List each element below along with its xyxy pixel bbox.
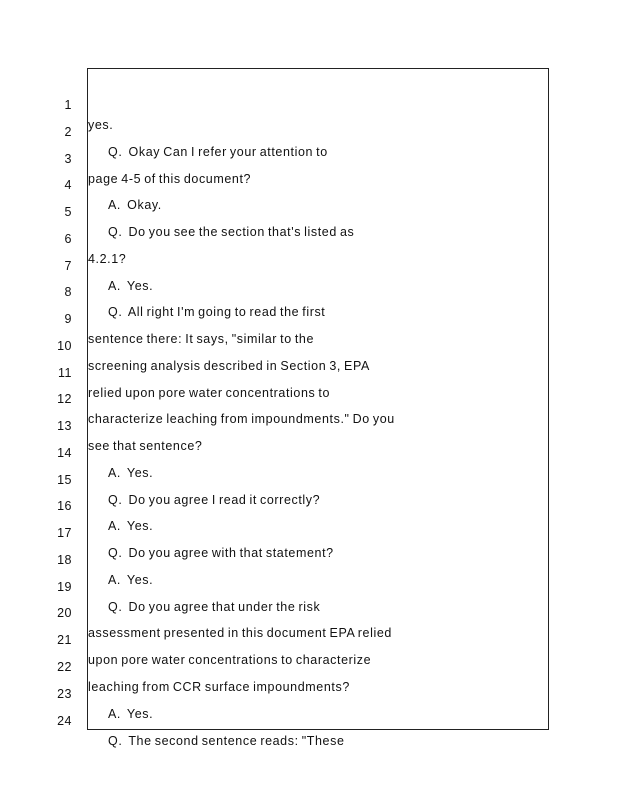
line-text: A. Yes. [108,466,154,480]
line-text: Q. Okay Can I refer your attention to [108,145,328,159]
line-number: 18 [57,553,72,567]
line-text: leaching from CCR surface impoundments? [88,680,350,694]
line-text: A. Okay. [108,198,162,212]
line-number: 10 [57,339,72,353]
line-text: Q. Do you see the section that's listed as [108,225,355,239]
line-number: 1 [64,98,72,112]
line-number: 12 [57,392,72,406]
line-number: 5 [64,205,72,219]
line-number: 20 [57,606,72,620]
line-text: A. Yes. [108,279,154,293]
line-text: A. Yes. [108,519,154,533]
line-number: 16 [57,499,72,513]
line-number: 23 [57,687,72,701]
line-text: assessment presented in this document EPA relied [88,626,392,640]
line-number: 21 [57,633,72,647]
line-text: page 4-5 of this document? [88,172,252,186]
line-number: 6 [64,232,72,246]
line-text: Q. Do you agree I read it correctly? [108,493,321,507]
line-number: 11 [58,366,72,380]
line-text: A. Yes. [108,707,154,721]
line-number: 4 [64,178,72,192]
line-number: 9 [64,312,72,326]
line-number: 2 [64,125,72,139]
line-text: screening analysis described in Section 3, EPA [88,359,370,373]
line-text: Q. All right I'm going to read the first [108,305,326,319]
line-text: relied upon pore water concentrations to [88,386,331,400]
line-number: 8 [64,285,72,299]
line-number: 17 [57,526,72,540]
line-number: 15 [57,473,72,487]
line-text: yes. [88,118,114,132]
line-number: 19 [57,580,72,594]
line-number: 14 [57,446,72,460]
line-text: Q. The second sentence reads: "These [108,734,345,748]
line-text: Q. Do you agree with that statement? [108,546,334,560]
line-text: upon pore water concentrations to characterize [88,653,372,667]
line-number: 3 [64,152,72,166]
line-number: 22 [57,660,72,674]
line-text: sentence there: It says, "similar to the [88,332,315,346]
line-text: Q. Do you agree that under the risk [108,600,321,614]
line-number: 13 [57,419,72,433]
transcript-line [0,75,618,132]
line-text: see that sentence? [88,439,203,453]
line-number: 7 [64,259,72,273]
line-text: A. Yes. [108,573,154,587]
line-text: 4.2.1? [88,252,127,266]
line-number: 24 [57,714,72,728]
line-text: characterize leaching from impoundments." Do you [88,412,395,426]
